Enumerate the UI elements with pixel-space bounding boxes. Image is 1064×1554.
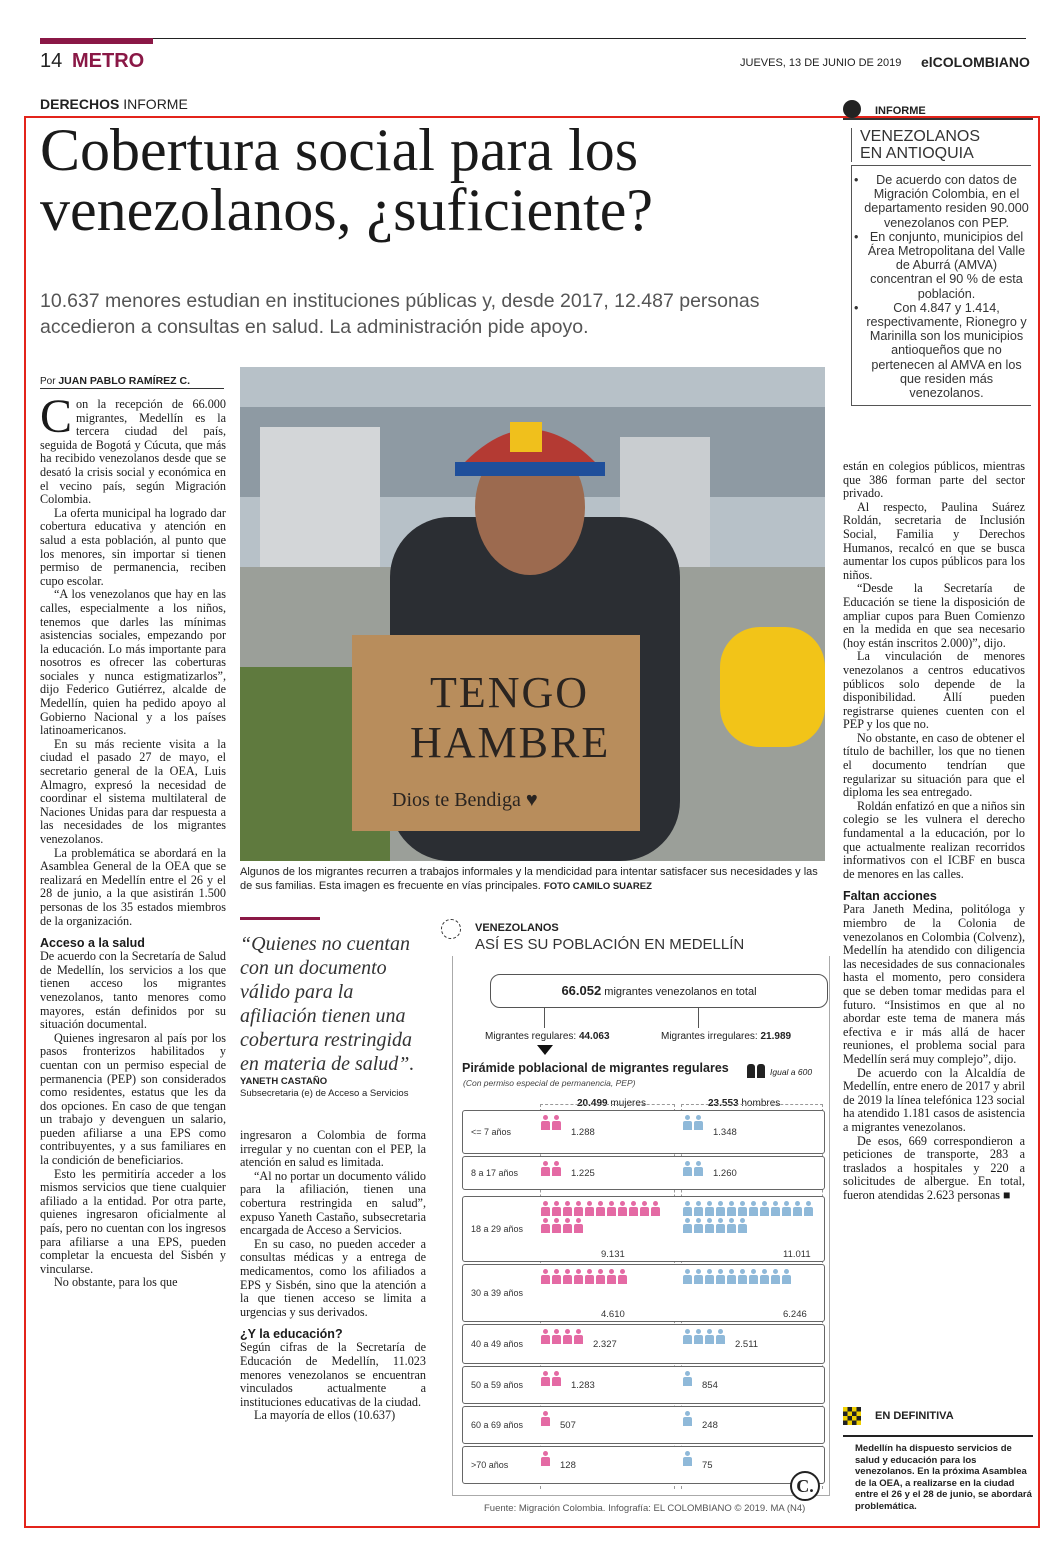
sidebar-title-line1: VENEZOLANOS <box>860 128 981 145</box>
kicker-type: INFORME <box>123 96 188 112</box>
person-icon <box>705 1269 714 1284</box>
paragraph: ingresaron a Colombia de forma irregular y no cuentan con el PEP, la atención en salud es limitada. <box>240 1129 426 1170</box>
person-icon <box>683 1451 692 1466</box>
summary-header <box>843 1405 1033 1427</box>
paragraph: De esos, 669 correspondieron a peticiones de transporte, 283 a traslados a hospitales y 220 a solicitudes de albergue. En total, fueron atendidas 2.623 personas ■ <box>843 1133 1025 1202</box>
photo-illustration <box>240 367 825 861</box>
age-label: 18 a 29 años <box>471 1224 524 1234</box>
irregular-label: Migrantes irregulares: <box>661 1031 758 1042</box>
person-icon <box>563 1218 572 1233</box>
paragraph: “Al no portar un documento válido para la afiliación, tienen una cobertura restringida en salud”, expuso Yaneth Castaño, subsecretaria encargada de Acceso a Servicios. <box>240 1168 426 1238</box>
paragraph: De acuerdo con la Secretaría de Salud de Medellín, los servicios a los que tienen acceso los migrantes venezolanos, tanto menores como mayores, están definidos por su situación documental. <box>40 949 226 1032</box>
women-total-value: 20.499 <box>577 1098 608 1109</box>
person-icon <box>585 1201 594 1216</box>
person-icon <box>552 1161 561 1176</box>
checkered-icon <box>843 1407 861 1425</box>
person-icon <box>552 1201 561 1216</box>
paragraph: Quienes ingresaron al país por los pasos fronterizos habilitados y cuentan con un permiso especial de permanencia (PEP) son considerados como residentes, estatus que les da dos opciones. En caso de que tengan un trabajo y devenguen un salario, pueden afiliarse a una EPS como contribuyentes, y a sus familiares en la condición de beneficiarios. <box>40 1030 226 1168</box>
paragraph: En su más reciente visita a la ciudad el pasado 27 de mayo, el secretario general de la OEA, Luis Almagro, expresó la necesidad de coordinar el sistema multilateral de Naciones Unidas para dar respuesta a las necesidades de los migrantes venezolanos. <box>40 736 226 846</box>
regular-value: 44.063 <box>578 1031 610 1042</box>
person-icon <box>782 1269 791 1284</box>
person-icon <box>574 1218 583 1233</box>
top-rule <box>40 38 1026 39</box>
person-icon <box>683 1411 692 1426</box>
women-figures <box>541 1161 666 1176</box>
women-figures <box>541 1371 666 1386</box>
person-icon <box>705 1329 714 1344</box>
irregular-value: 21.989 <box>760 1031 792 1042</box>
person-icon <box>552 1329 561 1344</box>
person-icon <box>760 1201 769 1216</box>
person-icon <box>694 1201 703 1216</box>
women-value: 1.283 <box>571 1380 595 1391</box>
person-icon <box>716 1201 725 1216</box>
photo <box>240 367 825 861</box>
paragraph: están en colegios públicos, mientras que 386 forman parte del sector privado. <box>843 460 1025 501</box>
person-icon <box>607 1269 616 1284</box>
person-icon <box>782 1201 791 1216</box>
person-icon <box>683 1201 692 1216</box>
total-box <box>490 974 828 1008</box>
subhead: Acceso a la salud <box>40 936 145 951</box>
men-total-value: 23.553 <box>708 1098 739 1109</box>
body-column-3 <box>843 460 1025 1390</box>
caption-text: Algunos de los migrantes recurren a trabajos informales y la mendicidad para intentar satisfacer sus necesidades y las de sus familias. Esta imagen es frecuente en vías principales. <box>240 866 818 892</box>
women-figures <box>541 1201 666 1233</box>
men-value: 2.511 <box>735 1339 759 1350</box>
person-icon <box>771 1269 780 1284</box>
sign-text-line2: HAMBRE <box>410 718 611 767</box>
connector-line <box>544 1008 545 1028</box>
pyramid-row <box>462 1264 825 1322</box>
person-icon <box>552 1218 561 1233</box>
person-icon <box>738 1218 747 1233</box>
person-icon <box>705 1201 714 1216</box>
age-label: 60 a 69 años <box>471 1420 524 1430</box>
kicker-topic: DERECHOS <box>40 96 120 112</box>
person-icon <box>541 1201 550 1216</box>
sidebar-title <box>851 128 1033 162</box>
person-icon <box>574 1201 583 1216</box>
paragraph: En su caso, no pueden acceder a consultas médicas y a entrega de medicamentos, como los afiliados a EPS y Sisbén, sino que la atención a la que tienen acceso se limita a urgencias y sus derivados. <box>240 1236 426 1319</box>
person-icon <box>541 1329 550 1344</box>
women-value: 4.610 <box>601 1309 625 1320</box>
men-total-label: hombres <box>741 1098 781 1109</box>
women-value: 2.327 <box>593 1339 617 1350</box>
person-icon <box>596 1201 605 1216</box>
headline: Cobertura social para los venezolanos, ¿suficiente? <box>40 117 654 243</box>
person-icon <box>749 1269 758 1284</box>
brand-logo: elCOLOMBIANO <box>921 54 1030 70</box>
person-icon <box>574 1329 583 1344</box>
person-icon <box>793 1201 802 1216</box>
summary-text: Medellín ha dispuesto servicios de salud y educación para los venezolanos. En la próxima Asamblea de la OEA, a realizarse en la ciudad entre el 26 y el 28 de junio, se abordará problemática. <box>843 1435 1033 1512</box>
drop-cap: C <box>40 398 73 443</box>
sidebar-title-line2: EN ANTIOQUIA <box>860 145 974 162</box>
elcolombiano-logo: C. <box>790 1471 820 1501</box>
sidebar-item: • Con 4.847 y 1.414, respectivamente, Rionegro y Marinilla son los municipios antioqueños que no pertenecen al AMVA en los que residen más venezolanos. <box>852 301 1029 400</box>
byline-author: JUAN PABLO RAMÍREZ C. <box>58 375 190 387</box>
photo-caption <box>240 865 830 894</box>
sidebar-item: • En conjunto, municipios del Área Metropolitana del Valle de Aburrá (AMVA) concentran el 90 % de esta población. <box>852 230 1029 301</box>
person-icon <box>541 1269 550 1284</box>
section-name: METRO <box>72 50 145 72</box>
person-icon <box>618 1201 627 1216</box>
paragraph: No obstante, para los que <box>54 1275 178 1290</box>
age-label: 8 a 17 años <box>471 1168 519 1178</box>
infographic-source: Fuente: Migración Colombia. Infografía: EL COLOMBIANO © 2019. MA (N4) <box>484 1503 806 1514</box>
person-icon <box>694 1218 703 1233</box>
age-label: 50 a 59 años <box>471 1380 524 1390</box>
person-icon <box>552 1115 561 1130</box>
quote-role: Subsecretaria (e) de Acceso a Servicios <box>240 1088 409 1099</box>
person-icon <box>574 1269 583 1284</box>
body-column-2 <box>240 1129 426 1519</box>
paragraph: “A los venezolanos que hay en las calles, especialmente a los niños, tenemos que darles las mínimas asistencias sociales, empezando por la educación. Lo más importante para nosotros es ofrecer las coberturas sociales y nunca estigmatizarlos”, dijo Federico Gutiérrez, alcalde de Medellín, quien ha pedido apoyo al Gobierno Nacional y a los países latinoamericanos. <box>40 587 226 738</box>
page-number: 14 <box>40 50 63 72</box>
summary-label: EN DEFINITIVA <box>875 1410 954 1422</box>
person-icon <box>541 1161 550 1176</box>
age-label: 40 a 49 años <box>471 1339 524 1349</box>
paragraph: La problemática se abordará en la Asamblea General de la OEA que se realizará en Medellín entre el 26 y el 28 de junio, a la que asistirán 1.500 personas de los 35 estados miembros de la organización. <box>40 845 226 928</box>
women-figures <box>541 1269 666 1284</box>
regular-label: Migrantes regulares: <box>485 1031 577 1042</box>
person-icon <box>738 1201 747 1216</box>
pyramid-legend: Igual a 600 <box>770 1067 813 1077</box>
report-icon <box>843 100 861 118</box>
person-icon <box>563 1201 572 1216</box>
person-icon <box>760 1269 769 1284</box>
person-icon <box>727 1269 736 1284</box>
women-total-label: mujeres <box>610 1098 646 1109</box>
age-label: >70 años <box>471 1460 509 1470</box>
section-tab <box>40 38 153 44</box>
women-figures <box>541 1115 666 1130</box>
paragraph: La oferta municipal ha logrado dar cobertura educativa y atención en salud a esta población, al punto que los menores, sin importar si tienen permiso de permanencia, reciben cupo escolar. <box>40 505 226 588</box>
person-icon <box>596 1269 605 1284</box>
person-icon <box>541 1115 550 1130</box>
person-icon <box>618 1269 627 1284</box>
summary-box <box>843 1405 1033 1512</box>
person-icon <box>738 1269 747 1284</box>
person-icon <box>749 1201 758 1216</box>
photo-credit: FOTO CAMILO SUAREZ <box>543 881 652 892</box>
men-value: 1.348 <box>713 1127 737 1138</box>
total-number: 66.052 <box>561 983 602 998</box>
pyramid-title: Pirámide poblacional de migrantes regulares <box>462 1061 729 1075</box>
pyramid-subtitle: (Con permiso especial de permanencia, PEP) <box>463 1078 636 1088</box>
person-icon <box>552 1371 561 1386</box>
paragraph: Esto les permitiría acceder a los mismos servicios que tiene cualquier afiliado a la entidad. Por otra parte, quienes ingresaron oficialmente al país, pero no cuentan con los ingresos para afiliarse a una EPS, pueden completar la encuesta del Sisbén y vincularse. <box>40 1166 226 1276</box>
paragraph: “Desde la Secretaría de Educación se tiene la disposición de ampliar cupos para Buen Comienzo en la medida en que sea necesario (hoy están inscritos 2.000)”, dijo. <box>843 581 1025 650</box>
down-arrow-icon <box>537 1045 553 1055</box>
pyramid-row <box>462 1156 825 1190</box>
sign-text-line3: Dios te Bendiga ♥ <box>392 789 538 811</box>
men-figures <box>683 1201 818 1233</box>
person-icon <box>541 1451 550 1466</box>
person-icon <box>804 1201 813 1216</box>
person-icon <box>683 1161 692 1176</box>
paragraph: De acuerdo con la Alcaldía de Medellín, entre enero de 2017 y abril de 2019 la línea telefónica 123 social ha atendido 1.181 casos de asistencia a migrantes venezolanos. <box>843 1065 1025 1134</box>
person-icon <box>716 1329 725 1344</box>
person-icon <box>683 1269 692 1284</box>
regular-count <box>485 1031 610 1042</box>
walking-person-icon <box>441 919 461 939</box>
sidebar-header <box>843 100 1033 120</box>
person-icon <box>541 1371 550 1386</box>
byline-prefix: Por <box>40 376 56 387</box>
quote-rule <box>240 917 320 920</box>
person-icon <box>727 1201 736 1216</box>
person-icon <box>757 1064 765 1078</box>
subhead: Faltan acciones <box>843 889 937 904</box>
paragraph: Al respecto, Paulina Suárez Roldán, secretaria de Inclusión Social, Familia y Derechos Humanos, recalcó en que se busca aumentar los cupos públicos para los niños. <box>843 499 1025 582</box>
women-value: 507 <box>560 1420 576 1431</box>
men-figures <box>683 1161 818 1176</box>
men-value: 6.246 <box>783 1309 807 1320</box>
person-icon <box>563 1329 572 1344</box>
paragraph: La vinculación de menores venezolanos a centros educativos públicos solo depende de la disponibilidad. Allí pueden registrarse quienes cuenten con el PEP y los que no. <box>843 649 1025 732</box>
paragraph: Según cifras de la Secretaría de Educación de Medellín, 11.023 menores venezolanos se encuentran vinculados actualmente a instituciones educativas de la ciudad. <box>240 1340 426 1409</box>
women-value: 1.288 <box>571 1127 595 1138</box>
men-figures <box>683 1269 818 1284</box>
men-value: 248 <box>702 1420 718 1431</box>
paragraph: on la recepción de 66.000 migrantes, Medellín es la tercera ciudad del país, seguida de Bogotá y Cúcuta, que más ha recibido venezolanos desde que se desató la crisis social y económica en el vecino país, según Migración Colombia. <box>40 398 226 507</box>
subhead: ¿Y la educación? <box>240 1327 343 1342</box>
pyramid-row <box>462 1196 825 1262</box>
age-label: 30 a 39 años <box>471 1288 524 1298</box>
men-figures <box>683 1115 818 1130</box>
pyramid-row <box>462 1406 825 1444</box>
person-icon <box>683 1329 692 1344</box>
men-value: 11.011 <box>783 1249 811 1260</box>
sidebar-list <box>851 173 1033 400</box>
person-icon <box>607 1201 616 1216</box>
men-value: 854 <box>702 1380 718 1391</box>
person-icon <box>683 1371 692 1386</box>
paragraph: La mayoría de ellos (10.637) <box>254 1408 396 1423</box>
paragraph: Roldán enfatizó en que a niños sin colegio se les vulnera el derecho fundamental a la educación, por lo que actualmente realizan recorridos informativos con el ICBF en busca de menores en las calles. <box>843 798 1025 881</box>
infographic-title: ASÍ ES SU POBLACIÓN EN MEDELLÍN <box>475 936 745 953</box>
sidebar-bottom <box>851 400 1031 406</box>
byline-rule <box>40 388 224 389</box>
sign-text-line1: TENGO <box>430 668 590 717</box>
person-icon <box>541 1411 550 1426</box>
person-icon <box>727 1218 736 1233</box>
person-icon <box>683 1218 692 1233</box>
pyramid-row <box>462 1446 825 1484</box>
sidebar-box <box>843 100 1033 406</box>
person-icon <box>585 1269 594 1284</box>
person-icon <box>747 1064 755 1078</box>
pull-quote: “Quienes no cuentan con un documento válido para la afiliación tienen una cobertura restringida en materia de salud”. <box>240 933 415 1075</box>
sidebar-label: INFORME <box>875 105 926 117</box>
sidebar-divider <box>851 165 1031 173</box>
women-value: 9.131 <box>601 1249 625 1260</box>
person-icon <box>716 1218 725 1233</box>
paragraph: Para Janeth Medina, politóloga y miembro de la Colonia de venezolanos en Colombia (Colvenz), Medellín ha atendido con diligencia las necesidades de sus connacionales hasta el momento, pero considera que se deben tomar medidas para el futuro. “Insistimos en que al no abordar este tema de manera más efectiva e ir más allá de hacer reuniones, el problema social para Medellín será muy complejo”, dijo. <box>843 902 1025 1066</box>
person-icon <box>694 1115 703 1130</box>
irregular-count <box>661 1031 791 1042</box>
connector-line <box>698 1008 699 1028</box>
person-icon <box>694 1329 703 1344</box>
women-value: 1.225 <box>571 1168 595 1179</box>
person-icon <box>552 1269 561 1284</box>
pyramid-row <box>462 1110 825 1154</box>
paragraph: No obstante, en caso de obtener el título de bachiller, los que no tienen el documento tendrían que regularizar su situación para que el diploma les sea entregado. <box>843 730 1025 800</box>
person-icon <box>705 1218 714 1233</box>
person-icon <box>640 1201 649 1216</box>
pyramid-row <box>462 1324 825 1364</box>
byline <box>40 375 190 387</box>
total-text: migrantes venezolanos en total <box>604 986 757 998</box>
person-icon <box>563 1269 572 1284</box>
person-icon <box>694 1161 703 1176</box>
person-icon <box>683 1115 692 1130</box>
person-icon <box>771 1201 780 1216</box>
dateline: JUEVES, 13 DE JUNIO DE 2019 <box>740 57 902 69</box>
deck: 10.637 menores estudian en instituciones públicas y, desde 2017, 12.487 personas accedieron a consultas en salud. La administración pide apoyo. <box>40 290 760 338</box>
body-column-1 <box>40 398 226 1513</box>
person-icon <box>694 1269 703 1284</box>
men-value: 75 <box>702 1460 713 1471</box>
person-icon <box>716 1269 725 1284</box>
pyramid-row <box>462 1366 825 1404</box>
sidebar-item: • De acuerdo con datos de Migración Colombia, en el departamento residen 90.000 venezolanos con PEP. <box>852 173 1029 230</box>
quote-name: YANETH CASTAÑO <box>240 1076 328 1087</box>
person-icon <box>541 1218 550 1233</box>
person-icon <box>651 1201 660 1216</box>
infographic-label: VENEZOLANOS <box>475 922 559 934</box>
person-icon <box>629 1201 638 1216</box>
men-value: 1.260 <box>713 1168 737 1179</box>
age-label: <= 7 años <box>471 1127 512 1137</box>
women-value: 128 <box>560 1460 576 1471</box>
kicker <box>40 96 188 112</box>
